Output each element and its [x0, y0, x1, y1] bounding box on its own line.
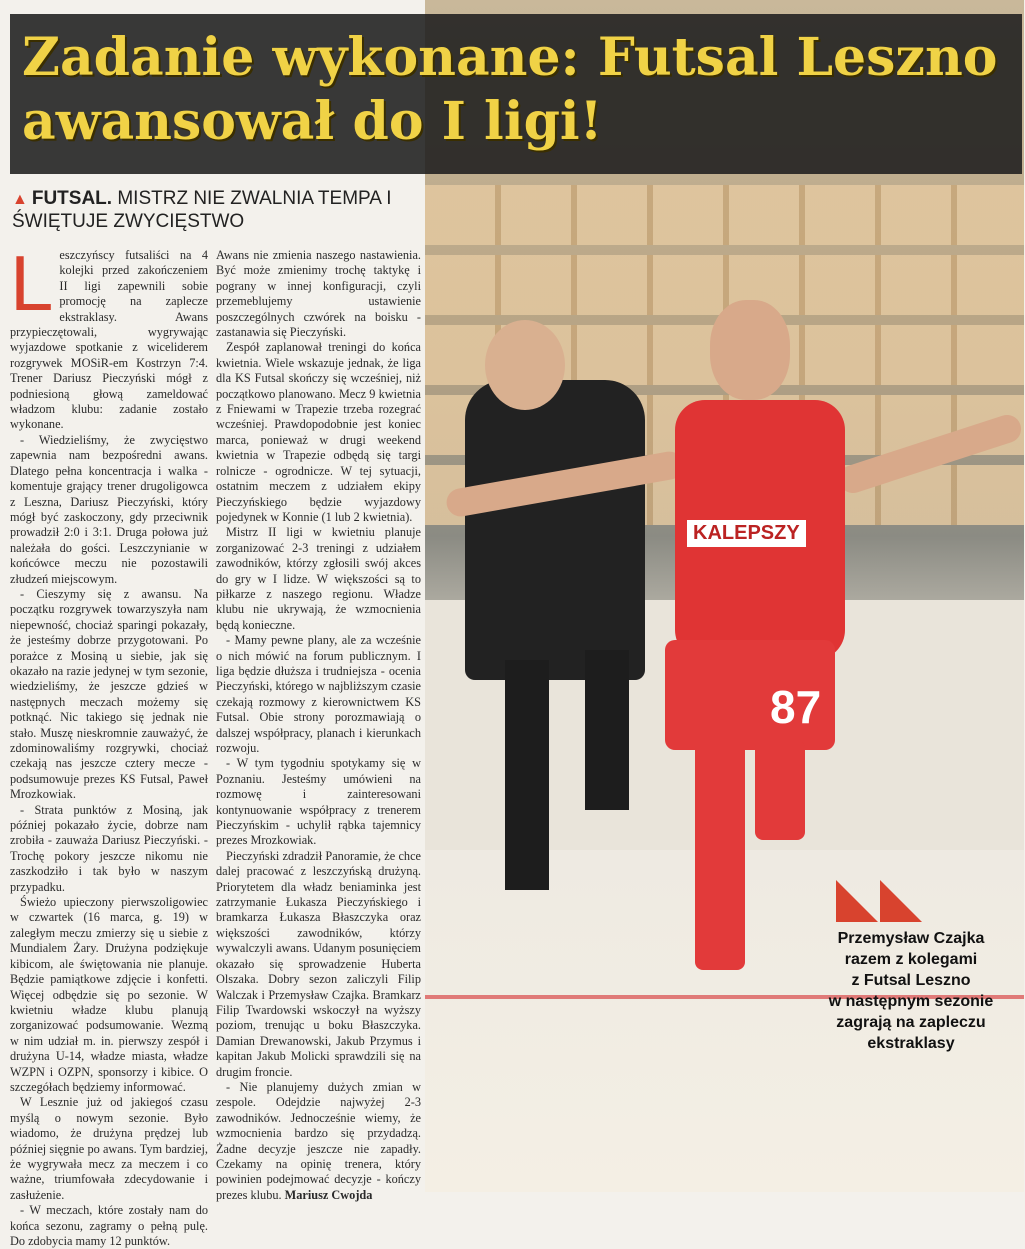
article-paragraph: - Wiedzieliśmy, że zwycięstwo zapewnia nam bezpośredni awans. Dlatego pełna koncentracja i walka - komentuje grający trener drugoligowca z Leszna, Dariusz Pieczyński, który mógł być zaskoczony, gdy przeciwnik prowadził 2:0 i 3:1. Druga połowa już należała do gości. Leszczynianie w końcówce meczu nie pozostawili złudzeń miejscowym. — [10, 432, 208, 586]
article-paragraph: Awans nie zmienia naszego nastawienia. Być może zmienimy trochę taktykę i pograny w innej konfiguracji, czyli przemeblujemy ustawienie poszczególnych czwórek na boisku - zastanawia się Pieczyński. — [216, 248, 421, 340]
jersey-sponsor: KALEPSZY — [687, 520, 806, 547]
article-paragraph: Leszczyńscy futsaliści na 4 kolejki przed zakończeniem II ligi zapewnili sobie promocję na zaplecze ekstraklasy. Awans przypieczętowali, wygrywając wyjazdowe spotkanie z wiceliderem rozgrywek MOSiR-em Kostrzyn 7:4. Trener Dariusz Pieczyński mógł z podniesioną głową zameldować władzom klubu: zadanie zostało wykonane. — [10, 239, 208, 432]
article-paragraph: - Strata punktów z Mosiną, jak później pokazało życie, dobrze nam zrobiła - zauważa Dariusz Pieczyński. - Trochę pokory jeszcze nikomu nie zaszkodziło i tak było w naszym przypadku. — [10, 802, 208, 894]
article-paragraph: Mistrz II ligi w kwietniu planuje zorganizować 2-3 treningi z udziałem zawodników, którzy zgłosili swój akces do gry w I lidze. W większości są to piłkarze z naszego regionu. Władze klubu nie ukrywają, że wzmocnienia będą konieczne. — [216, 525, 421, 632]
caption-line: z Futsal Leszno — [851, 972, 971, 989]
article-paragraph: - Cieszymy się z awansu. Na początku rozgrywek towarzyszyła nam niepewność, chociaż sparingi pokazały, że jesteśmy dobrze przygotowani. Po porażce z Mosiną u siebie, jak się okazało na razie jedynej w tym sezonie, wiedzieliśmy, że jeszcze gdzieś w następnych meczach możemy się potknąć. Nic takiego się jednak nie stało. Muszę nieskromnie zauważyć, że zdominowaliśmy rozgrywki, chociaż czekają nas jeszcze cztery mecze - podsumowuje prezes KS Futsal, Paweł Mrozkowiak. — [10, 586, 208, 802]
referee-figure — [465, 380, 645, 680]
headline — [22, 26, 1002, 154]
article-paragraph: W Lesznie już od jakiegoś czasu myślą o nowym sezonie. Było wiadomo, że drużyna prędzej lub później sięgnie po awans. Tym bardziej, że wygrywała mecz za meczem i co ważne, triumfowała zdecydowanie i zasłużenie. — [10, 1095, 208, 1202]
kicker — [12, 188, 417, 233]
article-column-right — [216, 248, 421, 1203]
headline-line-1: Zadanie wykonane: Futsal Leszno — [22, 27, 998, 88]
headline-line-2: awansował do I ligi! — [22, 91, 603, 152]
author-byline: Mariusz Cwojda — [284, 1187, 373, 1202]
article-paragraph: Zespół zaplanował treningi do końca kwietnia. Wiele wskazuje jednak, że liga dla KS Futsal skończy się wcześniej, niż początkowo planowano. Mecz 9 kwietnia z Fniewami w Trapezie trzeba rozegrać wcześniej. Prawdopodobnie jest koniec marca, ponieważ w drugi weekend kwietnia w Trapezie odbędą się targi rolnicze - ogrodnicze. W tej sytuacji, ostatnim meczem z udziałem ekipy Pieczyńskiego będzie wyjazdowy pojedynek w Konnie (1 lub 2 kwietnia). — [216, 340, 421, 524]
stadium-seats — [425, 185, 1024, 245]
caption-line: zagrają na zapleczu — [836, 1014, 986, 1031]
article-paragraph: Świeżo upieczony pierwszoligowiec w czwartek (16 marca, g. 19) w zaległym meczu zmierzy się u siebie z Mundialem Żary. Drużyna podziękuje kibicom, ale świętowania nie planuje. Będzie pamiątkowe zdjęcie i konfetti. Więcej odbędzie się po sezonie. W kwietniu władze klubu planują zorganizować podsumowanie. Wezmą w nim udział m. in. pierwszy zespół i drużyna U-14, władze miasta, władze WZPN i OZPN, sponsorzy i kibice. O szczegółach będziemy informować. — [10, 895, 208, 1094]
player-head — [710, 300, 790, 400]
kicker-tag: FUTSAL. — [31, 188, 113, 209]
triangle-icon: ▲ — [12, 191, 28, 208]
caption-line: ekstraklasy — [867, 1035, 955, 1052]
caption-line: Przemysław Czajka — [837, 930, 985, 947]
article-paragraph: - W meczach, które zostały nam do końca sezonu, zagramy o pełną pulę. Do zdobycia mamy 12 punktów. — [10, 1203, 208, 1248]
article-paragraph: Pieczyński zdradził Panoramie, że chce dalej pracować z leszczyńską drużyną. Priorytetem dla władz beniaminka jest zatrzymanie Łukasza Pieczyńskiego i bramkarza Łukasza Błaszczyka oraz większości zawodników, którzy wywalczyli awans. Udanym posunięciem okazało się sprowadzenie Huberta Olszaka. Dobry sezon zaliczyli Filip Walczak i Przemysław Czajka. Bramkarz Filip Twardowski wskoczył na wyższy poziom, trenując u boku Błaszczyka. Damian Drewanowski, Jakub Przymus i kapitan Jakub Molicki sprawdzili się na drugim froncie. — [216, 848, 421, 1079]
player-leg — [755, 740, 805, 840]
caption-line: razem z kolegami — [844, 951, 978, 968]
article-paragraph: - W tym tygodniu spotykamy się w Poznaniu. Jesteśmy umówieni na rozmowę i zainteresowani kontynuowanie współpracy z trenerem Pieczyńskim - uchylił rąbka tajemnicy prezes Mrozkowiak. — [216, 756, 421, 848]
stadium-seats — [425, 255, 1024, 315]
referee-leg — [585, 650, 629, 810]
article-paragraph: - Mamy pewne plany, ale za wcześnie o nich mówić na forum publicznym. I liga będzie dłuższa i trudniejsza - ocenia Pieczyński, którego w najbliższym czasie czekają rozmowy z kierownictwem KS Futsal. Obie strony porozmawiają o dalszej współpracy, planach i kierunkach rozwoju. — [216, 633, 421, 755]
referee-leg — [505, 660, 549, 890]
article-column-left — [10, 239, 208, 1249]
jersey-number: 87 — [770, 681, 822, 733]
kicker-text: MISTRZ NIE ZWALNIA TEMPA I ŚWIĘTUJE ZWYCIĘSTWO — [12, 188, 392, 232]
caption-line: w następnym sezonie — [828, 993, 994, 1010]
referee-head — [485, 320, 565, 410]
caption-arrows-icon — [836, 880, 926, 922]
article-paragraph: - Nie planujemy dużych zmian w zespole. Odejdzie najwyżej 2-3 zawodników. Jednocześnie wiemy, że wzmocnienia bardzo się przydadzą. Żadne decyzje jeszcze nie zapadły. Czekamy na opinię trenera, który powinien podejmować decyzje - kończy prezes klubu. Mariusz Cwojda — [216, 1079, 421, 1202]
photo-caption — [808, 928, 1014, 1054]
dropcap: L — [10, 239, 54, 327]
player-leg — [695, 740, 745, 970]
